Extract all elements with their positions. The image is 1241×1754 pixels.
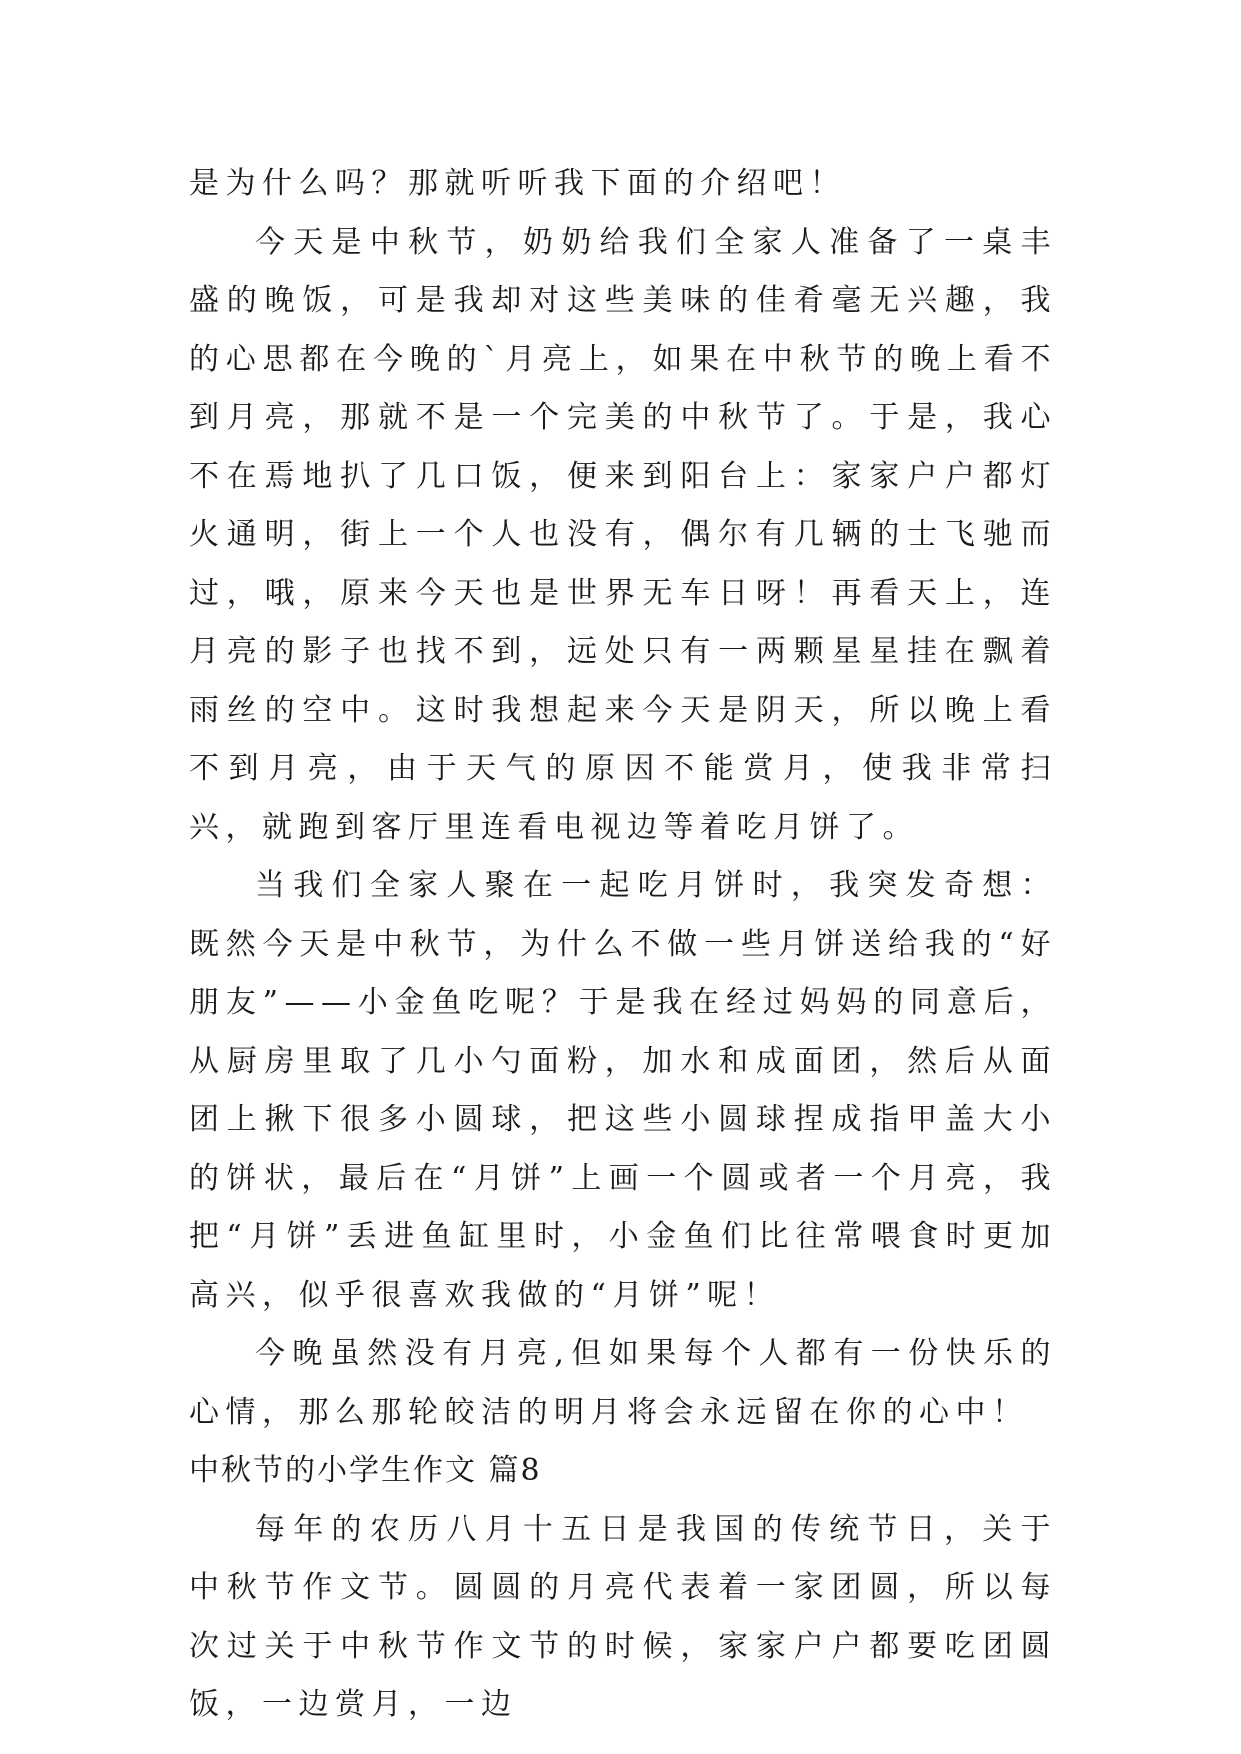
paragraph-continuation: 是为什么吗？那就听听我下面的介绍吧！ (189, 166, 846, 201)
paragraph-goldfish-mooncakes: 当我们全家人聚在一起吃月饼时，我突发奇想：既然今天是中秋节，为什么不做一些月饼送给我的“好朋友”——小金鱼吃呢？于是我在经过妈妈的同意后，从厨房里取了几小勺面粉，加水和成面团，然后从面团上揪下很多小圆球，把这些小圆球捏成指甲盖大小的饼状，最后在“月饼”上画一个圆或者一个月亮，我把“月饼”丢进鱼缸里时，小金鱼们比往常喂食时更加高兴，似乎很喜欢我做的“月饼”呢！ (189, 868, 1057, 1313)
paragraph-mid-autumn-evening: 今天是中秋节，奶奶给我们全家人准备了一桌丰盛的晚饭，可是我却对这些美味的佳肴毫无兴趣，我的心思都在今晚的`月亮上，如果在中秋节的晚上看不到月亮，那就不是一个完美的中秋节了。于是，我心不在焉地扒了几口饭，便来到阳台上：家家户户都灯火通明，街上一个人也没有，偶尔有几辆的士飞驰而过，哦，原来今天也是世界无车日呀！再看天上，连月亮的影子也找不到，远处只有一两颗星星挂在飘着雨丝的空中。这时我想起来今天是阴天，所以晚上看不到月亮，由于天气的原因不能赏月，使我非常扫兴，就跑到客厅里连看电视边等着吃月饼了。 (189, 224, 1057, 845)
document-body (189, 155, 1057, 1735)
section-heading: 中秋节的小学生作文 篇8 (189, 1453, 542, 1488)
paragraph-essay-8-intro: 每年的农历八月十五日是我国的传统节日，关于中秋节作文节。圆圆的月亮代表着一家团圆，所以每次过关于中秋节作文节的时候，家家户户都要吃团圆饭，一边赏月，一边 (189, 1511, 1057, 1722)
paragraph-conclusion: 今晚虽然没有月亮,但如果每个人都有一份快乐的心情，那么那轮皎洁的明月将会永远留在你的心中！ (189, 1336, 1057, 1430)
